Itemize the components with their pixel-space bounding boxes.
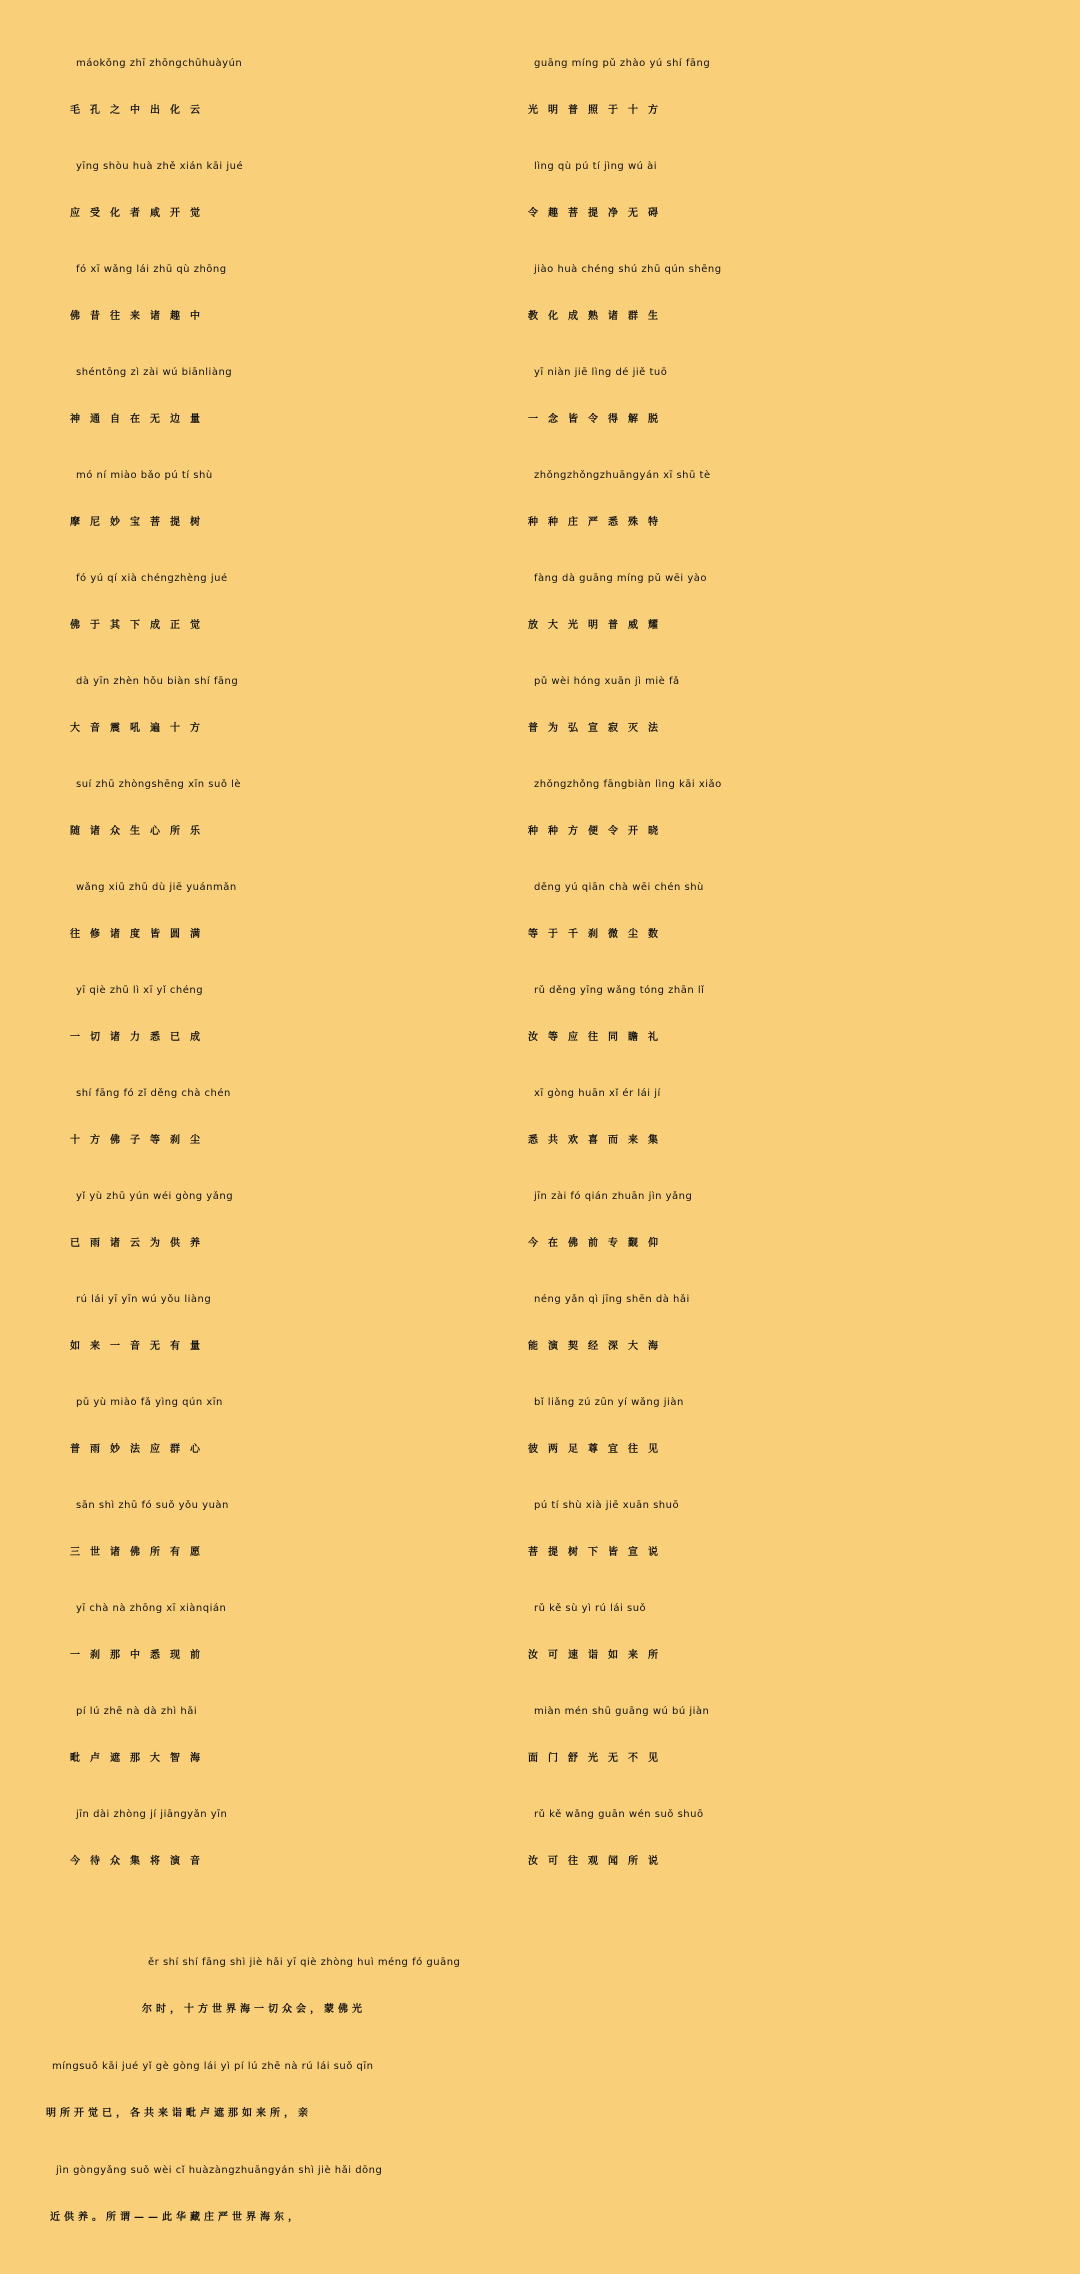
- verse-right-half: [528, 345, 1008, 449]
- verse-row: [0, 1478, 1080, 1582]
- hanzi-line: 种种庄严悉殊特: [528, 517, 668, 528]
- pinyin-line: shéntōng zì zài wú biānliàng: [76, 367, 233, 378]
- verse-left-half: [70, 551, 510, 655]
- hanzi-line: 汝可往观闻所说: [528, 1856, 668, 1867]
- hanzi-line: 毗卢遮那大智海: [70, 1753, 210, 1764]
- verse-row: [0, 345, 1080, 449]
- verse-left-half: [70, 1478, 510, 1582]
- hanzi-line: 今在佛前专觐仰: [528, 1238, 668, 1249]
- pinyin-line: rǔ děng yīng wǎng tóng zhān lǐ: [534, 985, 705, 996]
- hanzi-line: 教化成熟诸群生: [528, 311, 668, 322]
- hanzi-line: 能演契经深大海: [528, 1341, 668, 1352]
- pinyin-line: shí fāng fó zǐ děng chà chén: [76, 1088, 231, 1099]
- pinyin-line: jīn zài fó qián zhuān jìn yǎng: [534, 1191, 693, 1202]
- pinyin-line: zhǒngzhǒng fāngbiàn lìng kāi xiǎo: [534, 779, 722, 790]
- verse-row: [0, 1787, 1080, 1891]
- hanzi-line: 汝等应往同瞻礼: [528, 1032, 668, 1043]
- verse-row: [0, 139, 1080, 243]
- verse-right-half: [528, 1787, 1008, 1891]
- hanzi-line: 大音震吼遍十方: [70, 723, 210, 734]
- hanzi-line: 毛孔之中出化云: [70, 105, 210, 116]
- verse-row: [0, 36, 1080, 140]
- verse-row: [0, 551, 1080, 655]
- hanzi-line: 摩尼妙宝菩提树: [70, 517, 210, 528]
- hanzi-line: 面门舒光无不见: [528, 1753, 668, 1764]
- verse-right-half: [528, 1684, 1008, 1788]
- hanzi-line: 彼两足尊宜往见: [528, 1444, 668, 1455]
- pinyin-line: lìng qù pú tí jìng wú ài: [534, 161, 658, 172]
- verse-left-half: [70, 860, 510, 964]
- pinyin-line: jìn gòngyǎng suǒ wèi cǐ huàzàngzhuāngyán shì jiè hǎi dōng: [56, 2165, 383, 2176]
- pinyin-line: yǐ yù zhū yún wéi gòng yǎng: [76, 1191, 234, 1202]
- verse-right-half: [528, 36, 1008, 140]
- verse-right-half: [528, 1581, 1008, 1685]
- verse-row: [0, 1066, 1080, 1170]
- verse-row: [0, 1272, 1080, 1376]
- hanzi-line: 放大光明普威耀: [528, 620, 668, 631]
- hanzi-line: 明所开觉已，各共来诣毗卢遮那如来所，亲: [46, 2108, 312, 2119]
- pinyin-line: dà yīn zhèn hǒu biàn shí fāng: [76, 676, 239, 687]
- pinyin-line: zhǒngzhǒngzhuāngyán xī shū tè: [534, 470, 711, 481]
- verse-row: [0, 1375, 1080, 1479]
- verse-right-half: [528, 1375, 1008, 1479]
- verse-left-half: [70, 757, 510, 861]
- verse-left-half: [70, 654, 510, 758]
- verse-row: [0, 242, 1080, 346]
- hanzi-line: 种种方便令开晓: [528, 826, 668, 837]
- verse-right-half: [528, 1169, 1008, 1273]
- verse-left-half: [70, 345, 510, 449]
- verse-right-half: [528, 963, 1008, 1067]
- pinyin-line: jiào huà chéng shú zhū qún shēng: [534, 264, 722, 275]
- verse-left-half: [70, 139, 510, 243]
- hanzi-line: 已雨诸云为供养: [70, 1238, 210, 1249]
- pinyin-line: miàn mén shū guāng wú bú jiàn: [534, 1706, 710, 1717]
- pinyin-line: rǔ kě wǎng guān wén suǒ shuō: [534, 1809, 704, 1820]
- verse-row: [0, 1581, 1080, 1685]
- pinyin-line: mó ní miào bǎo pú tí shù: [76, 470, 213, 481]
- hanzi-line: 令趣菩提净无碍: [528, 208, 668, 219]
- prose-line: [0, 2143, 1080, 2247]
- hanzi-line: 一刹那中悉现前: [70, 1650, 210, 1661]
- hanzi-line: 光明普照于十方: [528, 105, 668, 116]
- hanzi-line: 菩提树下皆宣说: [528, 1547, 668, 1558]
- hanzi-line: 三世诸佛所有愿: [70, 1547, 210, 1558]
- verse-right-half: [528, 654, 1008, 758]
- verse-left-half: [70, 1787, 510, 1891]
- pinyin-line: yīng shòu huà zhě xián kāi jué: [76, 161, 244, 172]
- pinyin-line: néng yǎn qì jīng shēn dà hǎi: [534, 1294, 690, 1305]
- verse-row: [0, 757, 1080, 861]
- verse-right-half: [528, 551, 1008, 655]
- pinyin-line: rǔ kě sù yì rú lái suǒ: [534, 1603, 647, 1614]
- hanzi-line: 等于千刹微尘数: [528, 929, 668, 940]
- hanzi-line: 汝可速诣如来所: [528, 1650, 668, 1661]
- verse-left-half: [70, 448, 510, 552]
- verse-right-half: [528, 448, 1008, 552]
- hanzi-line: 往修诸度皆圆满: [70, 929, 210, 940]
- hanzi-line: 尔时，十方世界海一切众会，蒙佛光: [142, 2004, 366, 2015]
- verse-row: [0, 1684, 1080, 1788]
- verse-right-half: [528, 1066, 1008, 1170]
- hanzi-line: 悉共欢喜而来集: [528, 1135, 668, 1146]
- verse-left-half: [70, 1684, 510, 1788]
- hanzi-line: 一念皆令得解脱: [528, 414, 668, 425]
- verse-left-half: [70, 1375, 510, 1479]
- pinyin-line: děng yú qiān chà wēi chén shù: [534, 882, 704, 893]
- verse-right-half: [528, 757, 1008, 861]
- pinyin-line: máokǒng zhī zhōngchūhuàyún: [76, 58, 243, 69]
- pinyin-line: yī niàn jiē lìng dé jiě tuō: [534, 367, 668, 378]
- hanzi-line: 佛昔往来诸趣中: [70, 311, 210, 322]
- hanzi-line: 近供养。所谓——此华藏庄严世界海东，: [50, 2212, 302, 2223]
- pinyin-line: yī qiè zhū lì xī yǐ chéng: [76, 985, 204, 996]
- pinyin-line: pǔ yù miào fǎ yìng qún xīn: [76, 1397, 223, 1408]
- verse-row: [0, 448, 1080, 552]
- pinyin-line: pú tí shù xià jiē xuān shuō: [534, 1500, 680, 1511]
- verse-row: [0, 860, 1080, 964]
- verse-left-half: [70, 1272, 510, 1376]
- verse-row: [0, 963, 1080, 1067]
- verse-right-half: [528, 1272, 1008, 1376]
- pinyin-line: yī chà nà zhōng xī xiànqián: [76, 1603, 227, 1614]
- hanzi-line: 如来一音无有量: [70, 1341, 210, 1352]
- verse-left-half: [70, 1169, 510, 1273]
- pinyin-line: bǐ liǎng zú zūn yí wǎng jiàn: [534, 1397, 684, 1408]
- hanzi-line: 普为弘宣寂灭法: [528, 723, 668, 734]
- hanzi-line: 佛于其下成正觉: [70, 620, 210, 631]
- pinyin-line: suí zhū zhòngshēng xīn suǒ lè: [76, 779, 242, 790]
- verse-left-half: [70, 1581, 510, 1685]
- pinyin-line: pí lú zhē nà dà zhì hǎi: [76, 1706, 198, 1717]
- pinyin-line: xī gòng huān xǐ ér lái jí: [534, 1088, 661, 1099]
- pinyin-line: rú lái yī yīn wú yǒu liàng: [76, 1294, 212, 1305]
- pinyin-line: wǎng xiū zhū dù jiē yuánmǎn: [76, 882, 237, 893]
- pinyin-line: míngsuǒ kāi jué yǐ gè gòng lái yì pí lú zhē nà rú lái suǒ qīn: [52, 2061, 374, 2072]
- prose-line: [0, 1935, 1080, 2039]
- hanzi-line: 今待众集将演音: [70, 1856, 210, 1867]
- verse-right-half: [528, 242, 1008, 346]
- verse-right-half: [528, 1478, 1008, 1582]
- verse-row: [0, 1169, 1080, 1273]
- prose-line: [0, 2039, 1080, 2143]
- verse-left-half: [70, 36, 510, 140]
- pinyin-line: jīn dài zhòng jí jiāngyǎn yīn: [76, 1809, 228, 1820]
- hanzi-line: 普雨妙法应群心: [70, 1444, 210, 1455]
- pinyin-line: sān shì zhū fó suǒ yǒu yuàn: [76, 1500, 229, 1511]
- pinyin-line: pǔ wèi hóng xuān jì miè fǎ: [534, 676, 680, 687]
- verse-left-half: [70, 1066, 510, 1170]
- pinyin-line: ěr shí shí fāng shì jiè hǎi yī qiè zhòng huì méng fó guāng: [148, 1957, 461, 1968]
- hanzi-line: 一切诸力悉已成: [70, 1032, 210, 1043]
- hanzi-line: 十方佛子等刹尘: [70, 1135, 210, 1146]
- pinyin-line: fó xī wǎng lái zhū qù zhōng: [76, 264, 227, 275]
- verse-right-half: [528, 139, 1008, 243]
- pinyin-line: guāng míng pǔ zhào yú shí fāng: [534, 58, 711, 69]
- pinyin-line: fó yú qí xià chéngzhèng jué: [76, 573, 228, 584]
- verse-right-half: [528, 860, 1008, 964]
- pinyin-line: fàng dà guāng míng pǔ wēi yào: [534, 573, 708, 584]
- verse-left-half: [70, 242, 510, 346]
- hanzi-line: 应受化者咸开觉: [70, 208, 210, 219]
- verse-row: [0, 654, 1080, 758]
- verse-left-half: [70, 963, 510, 1067]
- hanzi-line: 随诸众生心所乐: [70, 826, 210, 837]
- hanzi-line: 神通自在无边量: [70, 414, 210, 425]
